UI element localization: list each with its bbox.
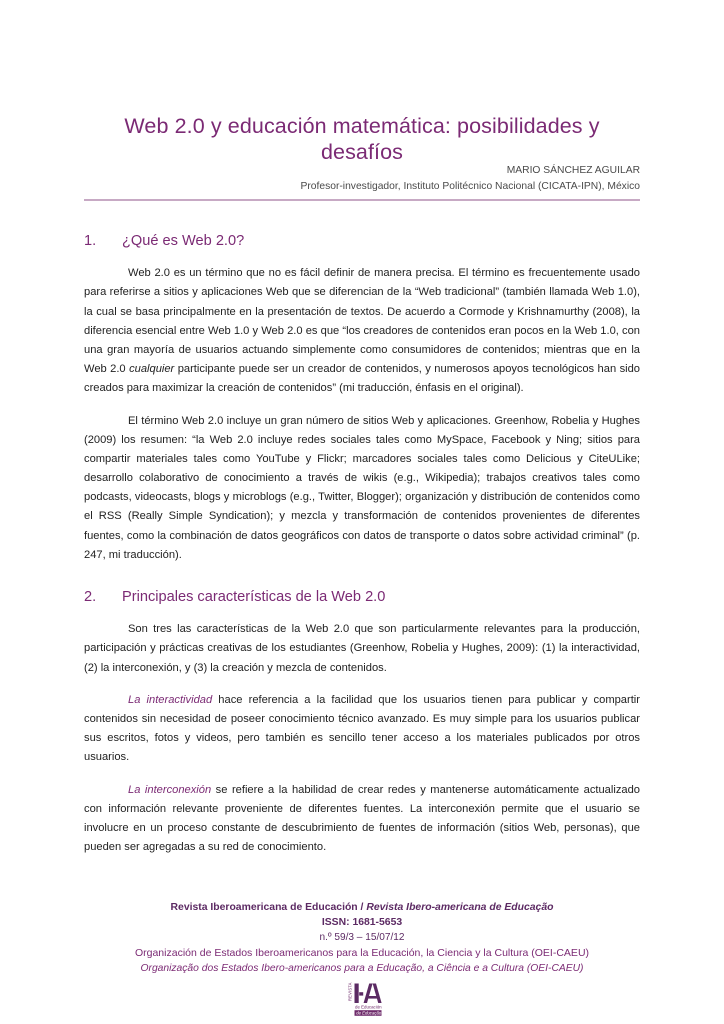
text-run: El término Web 2.0 incluye un gran número de sitios Web y aplicaciones. Greenhow, Robelia y Hughes (2009) los resumen: “la Web 2.0 incluye redes sociales tales como MySpace, Facebook y Ning; sitios para compartir materiales tales como YouTube y Flickr; marcadores sociales tales como Delicious y CiteULike; desarrollo colaborativo de conocimiento a través de wikis (e.g., Wikipedia); trabajos creativos tales como podcasts, videocasts, blogs y microblogs (e.g., Twitter, Blogger); organización y distribución de contenidos como el RSS (Really Simple Syndication); y mezcla y transformación de contenidos provenientes de diferentes fuentes, como la combinación de datos geográficos con datos de transporte o datos sobre actividad criminal” (p. 247, mi traducción). <box>84 414 640 561</box>
svg-text:REVISTA: REVISTA <box>347 982 353 1001</box>
paragraph <box>84 620 640 678</box>
svg-text:de Educação: de Educação <box>356 1010 382 1016</box>
author-affiliation: Profesor-investigador, Instituto Politécnico Nacional (CICATA-IPN), México <box>300 180 640 192</box>
section-title-2: Principales características de la Web 2.0 <box>122 589 386 606</box>
header-divider <box>84 199 640 201</box>
svg-text:de Educación: de Educación <box>355 1004 382 1010</box>
footer-issn: ISSN: 1681-5653 <box>321 917 403 929</box>
paragraph <box>84 691 640 768</box>
text-run: Web 2.0 es un término que no es fácil definir de manera precisa. El término es frecuentemente usado para referirse a sitios y aplicaciones Web que se diferencian de la “Web tradicional” (también llamada Web 1.0), la cual se basa principalmente en la presentación de textos. De acuerdo a Cormode y Krishnamurthy (2008), la diferencia esencial entre Web 1.0 y Web 2.0 es que “los creadores de contenidos eran pocos en la Web 1.0, con una gran mayoría de usuarios actuando simplemente como consumidores de contenidos; mientras que en la Web 2.0 <box>84 267 640 376</box>
text-run: se refiere a la habilidad de crear redes y mantenerse automáticamente actualizado con información relevante proveniente de diferentes fuentes. La interconexión permite que el usuario se involucre en un proceso constante de descubrimiento de fuentes de información (sitios Web, personas), que pueden ser agregadas a su red de conocimiento. <box>84 783 640 854</box>
footer-organization-es: Organización de Estados Iberoamericanos para la Educación, la Ciencia y la Cultura (OEI-CAEU) <box>134 946 590 959</box>
footer-issue: n.º 59/3 – 15/07/12 <box>319 931 405 943</box>
text-run: hace referencia a la facilidad que los usuarios tienen para publicar y compartir contenidos sin necesidad de poseer conocimiento técnico avanzado. Es muy simple para los usuarios publicar sus escritos, fotos y videos, pero también es sencillo tener acceso a los materiales publicados por otros usuarios. <box>84 693 640 764</box>
footer-journal-pt: Revista Ibero-americana de Educação <box>366 902 554 913</box>
section-heading-2 <box>84 588 640 606</box>
paragraph <box>84 412 640 566</box>
text-run: participante puede ser un creador de contenidos, y numerosos apoyos tecnológicos han sido creados para maximizar la creación de contenidos” (mi traducción, énfasis en el original). <box>84 363 641 395</box>
logo-mark-icon <box>344 979 384 1017</box>
page-footer <box>84 900 640 976</box>
paragraph <box>84 264 640 398</box>
section-title-1: ¿Qué es Web 2.0? <box>122 233 245 249</box>
footer-journal-line <box>84 900 640 915</box>
page-title: Web 2.0 y educación matemática: posibilidades y desafíos <box>124 114 600 165</box>
author-name: MARIO SÁNCHEZ AGUILAR <box>506 165 640 176</box>
revista-ibero-americana-logo <box>344 979 384 1017</box>
document-body <box>84 232 640 870</box>
footer-journal-es: Revista Iberoamericana de Educación <box>170 902 358 913</box>
paragraph <box>84 781 640 858</box>
text-run: Son tres las características de la Web 2.0 que son particularmente relevantes para la producción, participación y prácticas creativas de los estudiantes (Greenhow, Robelia y Hughes, 2009): (1) la interactividad, (2) la interconexión, y (3) la creación y mezcla de contenidos. <box>84 623 640 674</box>
section-heading-1 <box>84 232 640 250</box>
section-number-2: 2. <box>84 589 97 606</box>
byline <box>84 163 640 195</box>
emphasis-text: cualquier <box>129 363 175 376</box>
emphasis-term: La interconexión <box>128 783 212 796</box>
footer-organization-pt: Organização dos Estados Ibero-americanos para a Educação, a Ciência e a Cultura (OEI-CAEU) <box>140 963 584 975</box>
section-2 <box>84 588 640 857</box>
footer-journal-separator: / <box>357 902 367 913</box>
emphasis-term: La interactividad <box>128 693 213 706</box>
section-number-1: 1. <box>84 233 97 249</box>
